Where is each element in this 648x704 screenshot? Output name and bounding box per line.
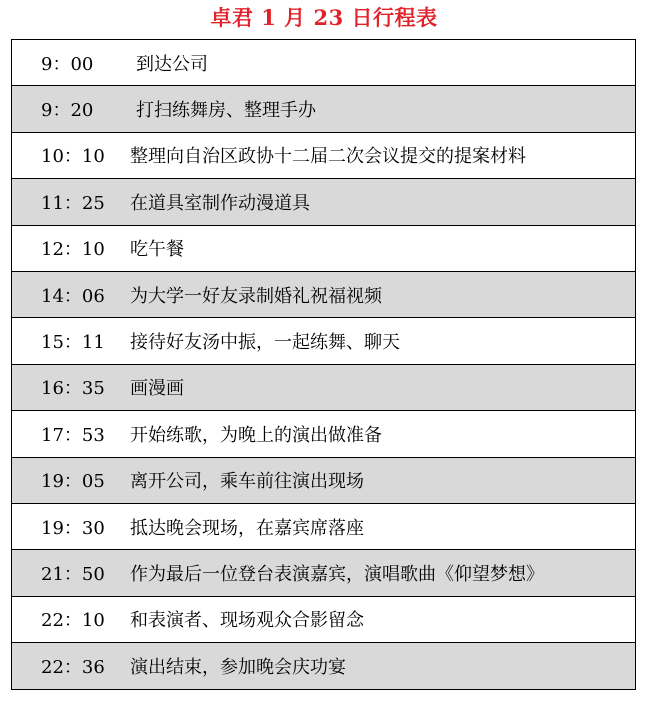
event-cell: 和表演者、现场观众合影留念	[130, 610, 364, 632]
time-cell: 12：10	[41, 239, 105, 261]
table-row	[12, 504, 635, 550]
time-cell: 9：20	[41, 100, 94, 122]
event-cell: 接待好友汤中振，一起练舞、聊天	[130, 332, 400, 354]
table-row	[12, 550, 635, 596]
table-row	[12, 226, 635, 272]
event-cell: 离开公司，乘车前往演出现场	[130, 471, 364, 493]
table-row	[12, 179, 635, 225]
time-cell: 15：11	[41, 332, 105, 354]
time-cell: 16：35	[41, 378, 105, 400]
time-cell: 10：10	[41, 146, 105, 168]
event-cell: 到达公司	[136, 53, 208, 75]
event-cell: 打扫练舞房、整理手办	[136, 100, 316, 122]
time-cell: 22：36	[41, 657, 105, 679]
time-cell: 9：00	[41, 53, 94, 75]
event-cell: 整理向自治区政协十二届二次会议提交的提案材料	[130, 146, 526, 168]
table-row	[12, 133, 635, 179]
time-cell: 19：30	[41, 517, 105, 539]
page-title: 卓君 1 月 23 日行程表	[210, 5, 438, 30]
time-cell: 14：06	[41, 285, 105, 307]
table-row	[12, 272, 635, 318]
event-cell: 吃午餐	[130, 239, 184, 261]
event-cell: 为大学一好友录制婚礼祝福视频	[130, 285, 382, 307]
event-cell: 作为最后一位登台表演嘉宾，演唱歌曲《仰望梦想》	[130, 563, 544, 585]
time-cell: 22：10	[41, 610, 105, 632]
schedule-table	[11, 39, 636, 690]
time-cell: 19：05	[41, 471, 105, 493]
table-row	[12, 318, 635, 364]
event-cell: 画漫画	[130, 378, 184, 400]
time-cell: 11：25	[41, 192, 105, 214]
event-cell: 演出结束，参加晚会庆功宴	[130, 657, 346, 679]
event-cell: 开始练歌，为晚上的演出做准备	[130, 424, 382, 446]
table-row	[12, 411, 635, 457]
time-cell: 21：50	[41, 563, 105, 585]
table-row	[12, 458, 635, 504]
time-cell: 17：53	[41, 424, 105, 446]
event-cell: 在道具室制作动漫道具	[130, 192, 310, 214]
table-row	[12, 40, 635, 86]
table-row	[12, 86, 635, 132]
table-row	[12, 365, 635, 411]
table-row	[12, 643, 635, 689]
table-row	[12, 597, 635, 643]
event-cell: 抵达晚会现场，在嘉宾席落座	[130, 517, 364, 539]
